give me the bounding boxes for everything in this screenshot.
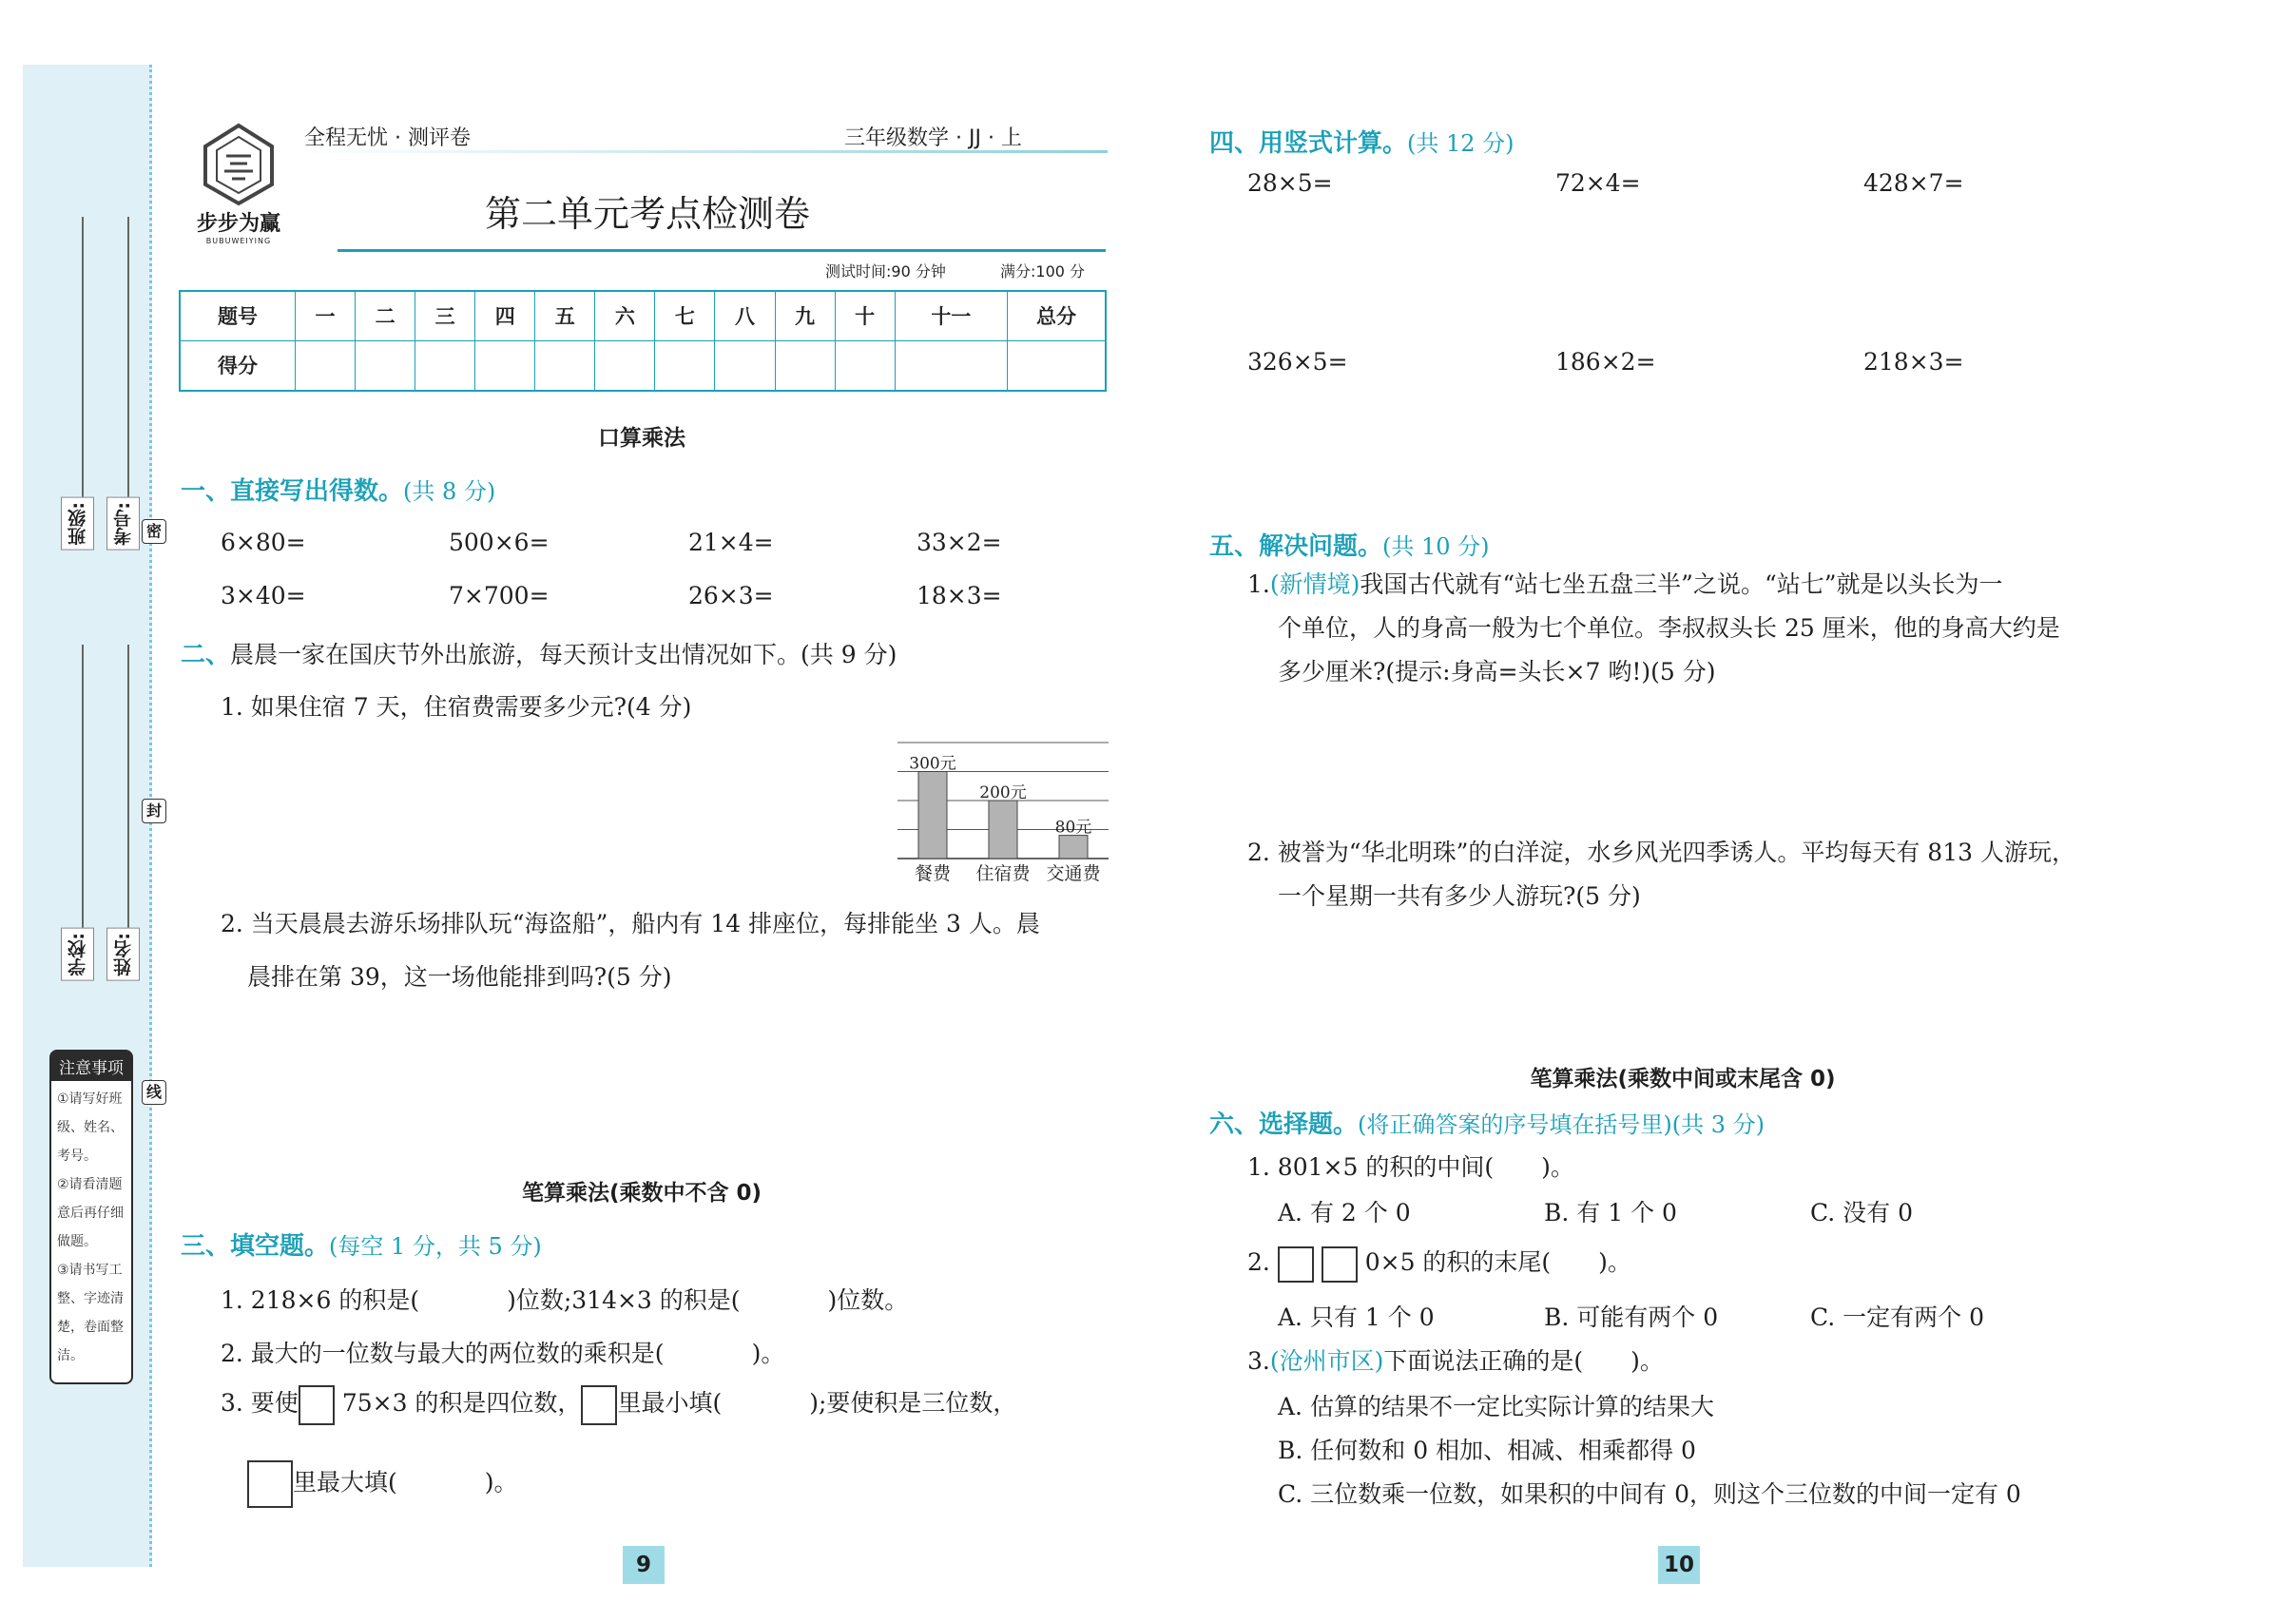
seal-mark-feng: 封 xyxy=(142,799,166,823)
q1-item: 3×40= xyxy=(221,582,306,609)
q6-s3-tag: (沧州市区) xyxy=(1269,1347,1384,1375)
note-item: ②请看清题意后再仔细做题。 xyxy=(57,1177,124,1249)
exam-title: 第二单元考点检测卷 xyxy=(485,193,811,235)
q3-s3-text: 里最小填( xyxy=(617,1389,723,1417)
q5-sub2-line2: 一个星期一共有多少人游玩?(5 分) xyxy=(1278,882,1641,910)
brand-logo xyxy=(186,122,291,245)
q1-item: 7×700= xyxy=(449,582,550,609)
q5-s1-number: 1. xyxy=(1247,570,1270,598)
q1-item: 33×2= xyxy=(916,529,1002,556)
q6-sub1: 1. 801×5 的积的中间( )。 xyxy=(1247,1153,1574,1181)
brand-name: 步步为赢 xyxy=(196,212,280,236)
q4-item: 428×7= xyxy=(1863,169,1964,197)
q3-s1-text: 1. 218×6 的积是( xyxy=(221,1286,420,1314)
q6-s2-text: 0×5 的积的末尾( )。 xyxy=(1364,1248,1631,1276)
q2-sub2-line2: 晨排在第 39，这一场他能排到吗?(5 分) xyxy=(247,963,672,991)
q3-heading xyxy=(181,1226,542,1262)
q3-sub3-line2 xyxy=(247,1460,518,1508)
score-header-cell: 九 xyxy=(775,291,835,340)
q4-item: 28×5= xyxy=(1247,169,1333,197)
exam-time: 测试时间:90 分钟 xyxy=(825,262,946,280)
q5-title: 五、解决问题。 xyxy=(1209,532,1383,561)
q1-item: 500×6= xyxy=(449,529,550,556)
score-cell[interactable] xyxy=(835,340,895,391)
q1-item: 6×80= xyxy=(221,529,306,556)
digit-box[interactable] xyxy=(1278,1246,1314,1283)
q4-item: 72×4= xyxy=(1555,169,1641,197)
score-cell[interactable] xyxy=(535,340,595,391)
q6-s3-option-b[interactable]: B. 任何数和 0 相加、相减、相乘都得 0 xyxy=(1278,1437,1696,1464)
score-header-cell: 六 xyxy=(595,291,655,340)
score-cell[interactable] xyxy=(1008,340,1107,391)
chart-category-label: 交通费 xyxy=(1046,863,1101,884)
name-label: 姓名: xyxy=(106,928,140,981)
score-header-cell: 十 xyxy=(835,291,895,340)
q1-item: 18×3= xyxy=(916,582,1002,609)
q4-item: 218×3= xyxy=(1863,348,1964,376)
q6-s2-option-c[interactable]: C. 一定有两个 0 xyxy=(1810,1303,1984,1331)
q3-sub3 xyxy=(221,1384,1016,1425)
chart-value-label: 80元 xyxy=(1054,818,1092,838)
q3-title: 三、填空题。 xyxy=(181,1232,330,1261)
notes-title: 注意事项 xyxy=(51,1052,131,1081)
section-title-written-with-zero: 笔算乘法(乘数中间或末尾含 0) xyxy=(1530,1067,1836,1091)
q1-title: 一、直接写出得数。 xyxy=(181,477,404,506)
grade-subject: 三年级数学 · JJ · 上 xyxy=(844,126,1022,150)
score-table xyxy=(179,290,1107,392)
q3-s3-text: 3. 要使 xyxy=(221,1389,299,1417)
class-label: 班级: xyxy=(61,497,94,550)
chart-category-label: 住宿费 xyxy=(975,863,1031,884)
score-header-cell: 七 xyxy=(655,291,715,340)
q2-text: 晨晨一家在国庆节外出旅游，每天预计支出情况如下。(共 9 分) xyxy=(230,641,897,668)
score-header-cell: 题号 xyxy=(180,291,296,340)
q3-s2-text: )。 xyxy=(751,1340,785,1367)
header-rule xyxy=(295,150,1108,153)
score-cell[interactable] xyxy=(356,340,415,391)
q5-points: (共 10 分) xyxy=(1382,533,1490,560)
page-number-left: 9 xyxy=(623,1546,665,1584)
score-header-cell: 总分 xyxy=(1008,291,1107,340)
q1-points: (共 8 分) xyxy=(403,478,496,505)
digit-box[interactable] xyxy=(247,1460,293,1508)
full-score: 满分:100 分 xyxy=(1000,262,1086,280)
score-header-cell: 八 xyxy=(715,291,775,340)
digit-box[interactable] xyxy=(581,1385,617,1425)
q3-points: (每空 1 分，共 5 分) xyxy=(329,1233,542,1260)
note-item: ③请书写工整、字迹清楚，卷面整洁。 xyxy=(57,1263,124,1363)
q3-s3-text: 里最大填( xyxy=(293,1468,397,1496)
q2-sub1: 1. 如果住宿 7 天，住宿费需要多少元?(4 分) xyxy=(221,693,692,721)
logo-emblem-icon xyxy=(186,122,291,207)
series-name: 全程无忧 · 测评卷 xyxy=(304,126,471,150)
q3-s3-text: )。 xyxy=(484,1468,518,1496)
chart-bar xyxy=(1059,836,1088,859)
q6-heading xyxy=(1209,1105,1765,1140)
seal-mark-xian: 线 xyxy=(142,1080,166,1105)
score-cell[interactable] xyxy=(595,340,655,391)
q4-item: 326×5= xyxy=(1247,348,1348,376)
q5-sub1-line2: 个单位，人的身高一般为七个单位。李叔叔头长 25 厘米，他的身高大约是 xyxy=(1278,614,2060,642)
score-header-cell: 四 xyxy=(475,291,535,340)
brand-pinyin: BUBUWEIYING xyxy=(205,237,272,245)
score-header-cell: 二 xyxy=(356,291,415,340)
q5-s1-text: 我国古代就有“站七坐五盘三半”之说。“站七”就是以头长为一 xyxy=(1360,570,2003,598)
q3-s3-text: 75×3 的积是四位数， xyxy=(341,1389,582,1417)
score-cell[interactable] xyxy=(655,340,715,391)
q6-s3-number: 3. xyxy=(1247,1347,1270,1375)
q4-title: 四、用竖式计算。 xyxy=(1209,129,1408,158)
exam-number-label: 考号: xyxy=(106,497,140,550)
notes-box xyxy=(49,1050,133,1384)
chart-value-label: 300元 xyxy=(909,754,956,774)
q4-points: (共 12 分) xyxy=(1407,130,1515,157)
name-line xyxy=(127,645,129,968)
q6-s2-option-b[interactable]: B. 可能有两个 0 xyxy=(1544,1303,1719,1331)
chart-category-label: 餐费 xyxy=(914,863,952,884)
score-cell[interactable] xyxy=(415,340,475,391)
exam-no-line xyxy=(127,217,129,531)
title-rule xyxy=(338,249,1106,252)
q6-points: (将正确答案的序号填在括号里)(共 3 分) xyxy=(1358,1111,1765,1138)
q4-heading xyxy=(1209,124,1515,159)
score-header-cell: 五 xyxy=(535,291,595,340)
q6-title: 六、选择题。 xyxy=(1209,1110,1359,1139)
q5-heading xyxy=(1209,527,1490,562)
score-cell[interactable] xyxy=(895,340,1007,391)
q2-number: 二、 xyxy=(181,641,231,669)
q3-s2-text: 2. 最大的一位数与最大的两位数的乘积是( xyxy=(221,1340,665,1367)
score-cell[interactable] xyxy=(475,340,535,391)
score-header-cell: 三 xyxy=(415,291,475,340)
q6-s3-option-a[interactable]: A. 估算的结果不一定比实际计算的结果大 xyxy=(1278,1393,1714,1420)
school-label: 学校: xyxy=(61,928,94,981)
q5-sub1-line1 xyxy=(1247,563,2003,607)
score-row-label: 得分 xyxy=(180,340,296,391)
q3-s1-text: )位数。 xyxy=(827,1286,909,1314)
q5-sub2-line1: 2. 被誉为“华北明珠”的白洋淀，水乡风光四季诱人。平均每天有 813 人游玩， xyxy=(1247,839,2075,866)
q6-s1-option-b[interactable]: B. 有 1 个 0 xyxy=(1544,1199,1677,1226)
school-line xyxy=(82,645,84,968)
q3-sub1 xyxy=(221,1282,908,1316)
q2-heading xyxy=(181,635,897,670)
digit-box[interactable] xyxy=(1322,1246,1358,1283)
score-cell[interactable] xyxy=(715,340,775,391)
score-header-cell: 一 xyxy=(296,291,356,340)
digit-box[interactable] xyxy=(299,1385,335,1425)
score-header-cell: 十一 xyxy=(895,291,1007,340)
q6-s3-option-c[interactable]: C. 三位数乘一位数，如果积的中间有 0，则这个三位数的中间一定有 0 xyxy=(1278,1480,2021,1508)
q6-s2-option-a[interactable]: A. 只有 1 个 0 xyxy=(1278,1303,1435,1331)
q1-item: 26×3= xyxy=(688,582,774,609)
q4-item: 186×2= xyxy=(1555,348,1656,376)
note-item: ①请写好班级、姓名、考号。 xyxy=(57,1091,124,1164)
seal-mark-mi: 密 xyxy=(142,519,166,544)
class-line xyxy=(82,217,84,531)
q3-sub2 xyxy=(221,1335,784,1369)
section-title-oral: 口算乘法 xyxy=(598,426,685,451)
page-number-right: 10 xyxy=(1658,1546,1700,1584)
q6-sub2 xyxy=(1247,1244,1631,1283)
section-title-written-no-zero: 笔算乘法(乘数中不含 0) xyxy=(521,1181,762,1206)
q3-s1-text: )位数;314×3 的积是( xyxy=(507,1286,741,1314)
q2-sub2-line1: 2. 当天晨晨去游乐场排队玩“海盗船”，船内有 14 排座位，每排能坐 3 人。晨 xyxy=(221,910,1040,937)
q1-heading xyxy=(181,472,495,507)
q6-s3-text: 下面说法正确的是( )。 xyxy=(1383,1347,1664,1375)
chart-value-label: 200元 xyxy=(979,783,1027,802)
q5-s1-tag: (新情境) xyxy=(1269,570,1360,598)
expense-bar-chart xyxy=(894,737,1112,889)
q6-sub3 xyxy=(1247,1342,1664,1377)
q1-item: 21×4= xyxy=(688,529,774,556)
q3-s3-text: );要使积是三位数， xyxy=(809,1389,1017,1417)
score-cell[interactable] xyxy=(296,340,356,391)
q5-sub1-line3: 多少厘米?(提示:身高=头长×7 哟!)(5 分) xyxy=(1278,658,1716,685)
q6-s1-option-a[interactable]: A. 有 2 个 0 xyxy=(1278,1199,1411,1226)
q6-s2-number: 2. xyxy=(1247,1248,1270,1276)
chart-bar xyxy=(989,801,1017,859)
chart-bar xyxy=(918,772,947,859)
score-cell[interactable] xyxy=(775,340,835,391)
q6-s1-option-c[interactable]: C. 没有 0 xyxy=(1810,1199,1913,1226)
